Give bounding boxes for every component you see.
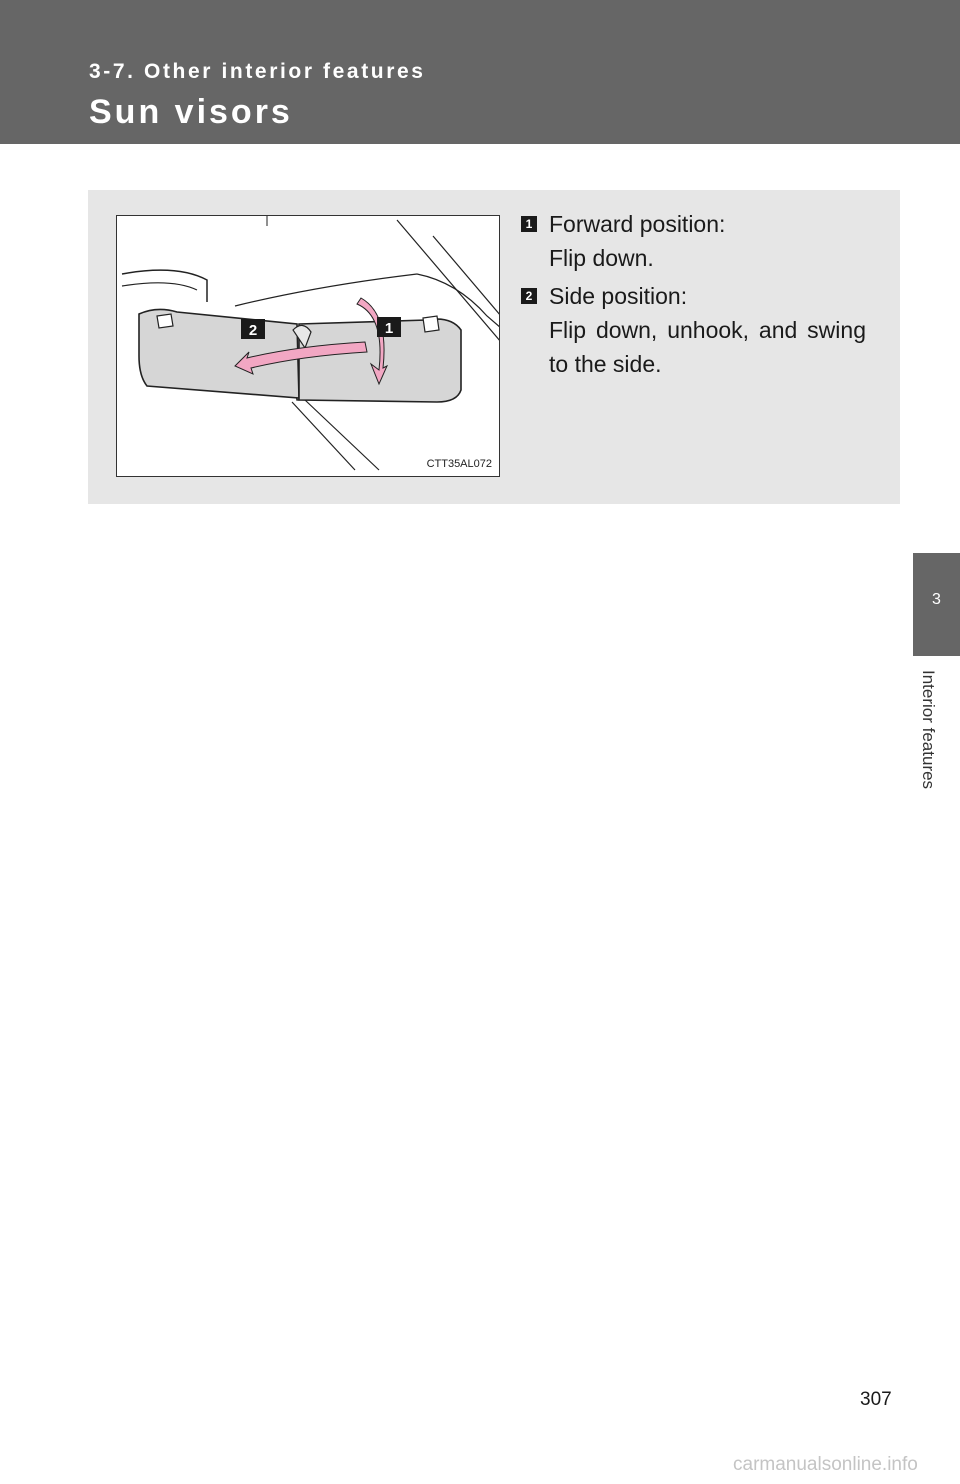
chapter-tab-label-wrap [918, 670, 948, 830]
step-heading: Forward position: [549, 211, 726, 237]
step-side-position [521, 279, 866, 381]
sun-visor-drawing [117, 216, 500, 477]
callout-2-label: 2 [248, 322, 258, 339]
callout-1-label: 1 [384, 320, 394, 337]
chapter-tab-label: Interior features [919, 670, 938, 790]
step-forward-position [521, 207, 866, 275]
page-number: 307 [860, 1389, 892, 1410]
sun-visor-illustration [116, 215, 500, 477]
watermark: carmanualsonline.info [733, 1454, 918, 1475]
step-number-badge: 1 [521, 216, 537, 232]
section-label: 3-7. Other interior features [89, 60, 426, 83]
step-instruction: Flip down, unhook, and swing to the side. [549, 317, 866, 377]
chapter-tab-number: 3 [932, 591, 941, 608]
step-number-badge: 2 [521, 288, 537, 304]
page-header [0, 0, 960, 144]
figure-code: CTT35AL072 [426, 458, 492, 470]
step-instruction: Flip down. [549, 245, 654, 271]
step-heading: Side position: [549, 283, 688, 309]
page-title: Sun visors [89, 93, 293, 131]
chapter-tab [913, 553, 960, 656]
